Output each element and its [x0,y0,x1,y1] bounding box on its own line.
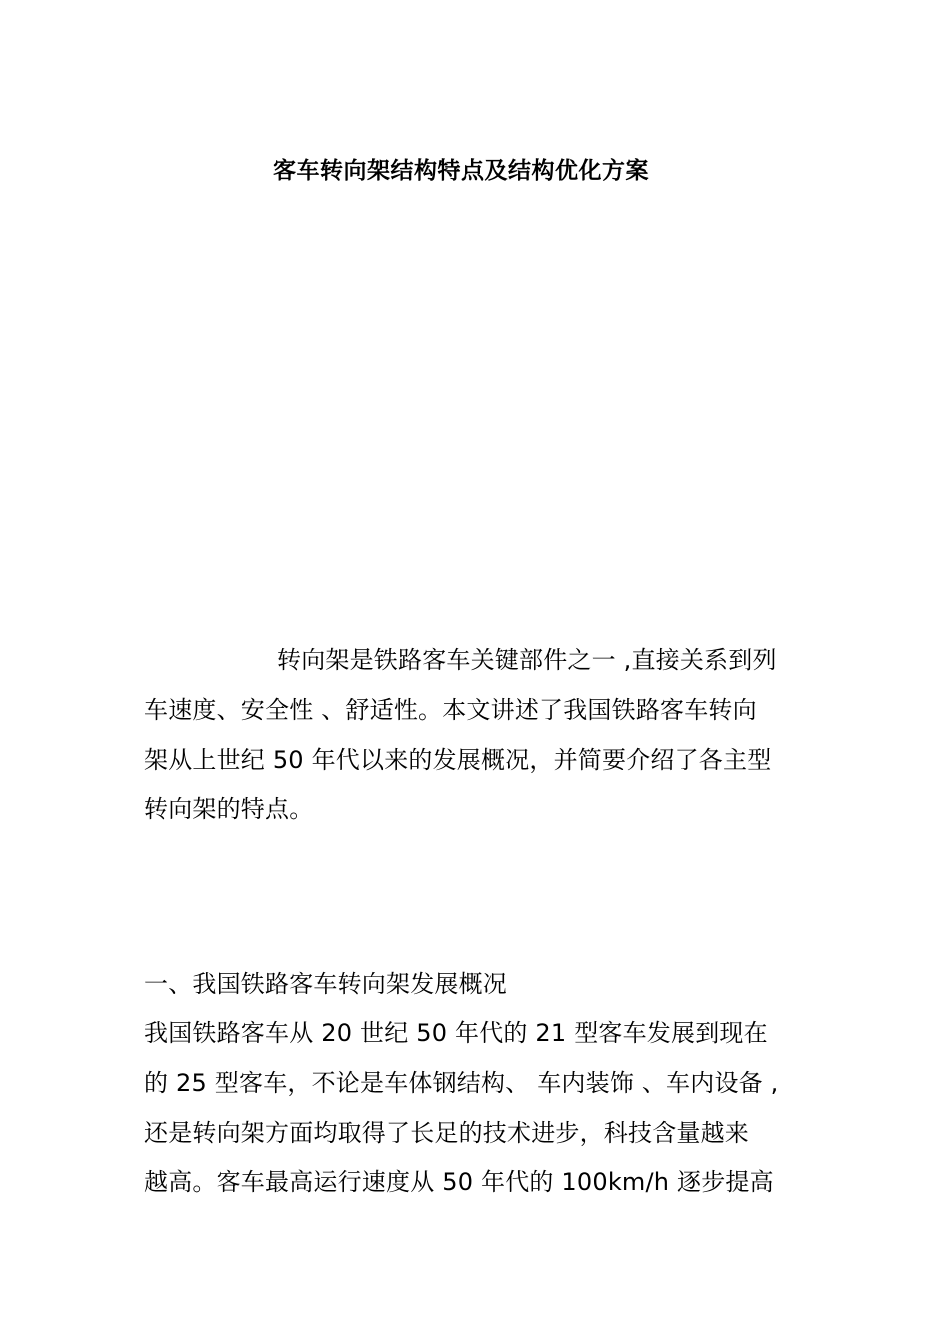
abstract-line: 车速度、安全性 、舒适性。本文讲述了我国铁路客车转向 [144,696,757,724]
abstract-line: 转向架的特点。 [144,795,314,823]
section-heading: 一、我国铁路客车转向架发展概况 [144,970,507,998]
body-line: 我国铁路客车从 20 世纪 50 年代的 21 型客车发展到现在 [144,1019,768,1047]
abstract-line: 转向架是铁路客车关键部件之一 ,直接关系到列 [277,646,777,674]
document-title: 客车转向架结构特点及结构优化方案 [273,158,649,184]
abstract-line: 架从上世纪 50 年代以来的发展概况，并简要介绍了各主型 [144,746,772,774]
body-line: 越高。客车最高运行速度从 50 年代的 100km/h 逐步提高 [144,1168,774,1196]
body-line: 的 25 型客车，不论是车体钢结构、 车内装饰 、车内设备 , [144,1069,779,1097]
body-line: 还是转向架方面均取得了长足的技术进步，科技含量越来 [144,1119,749,1147]
